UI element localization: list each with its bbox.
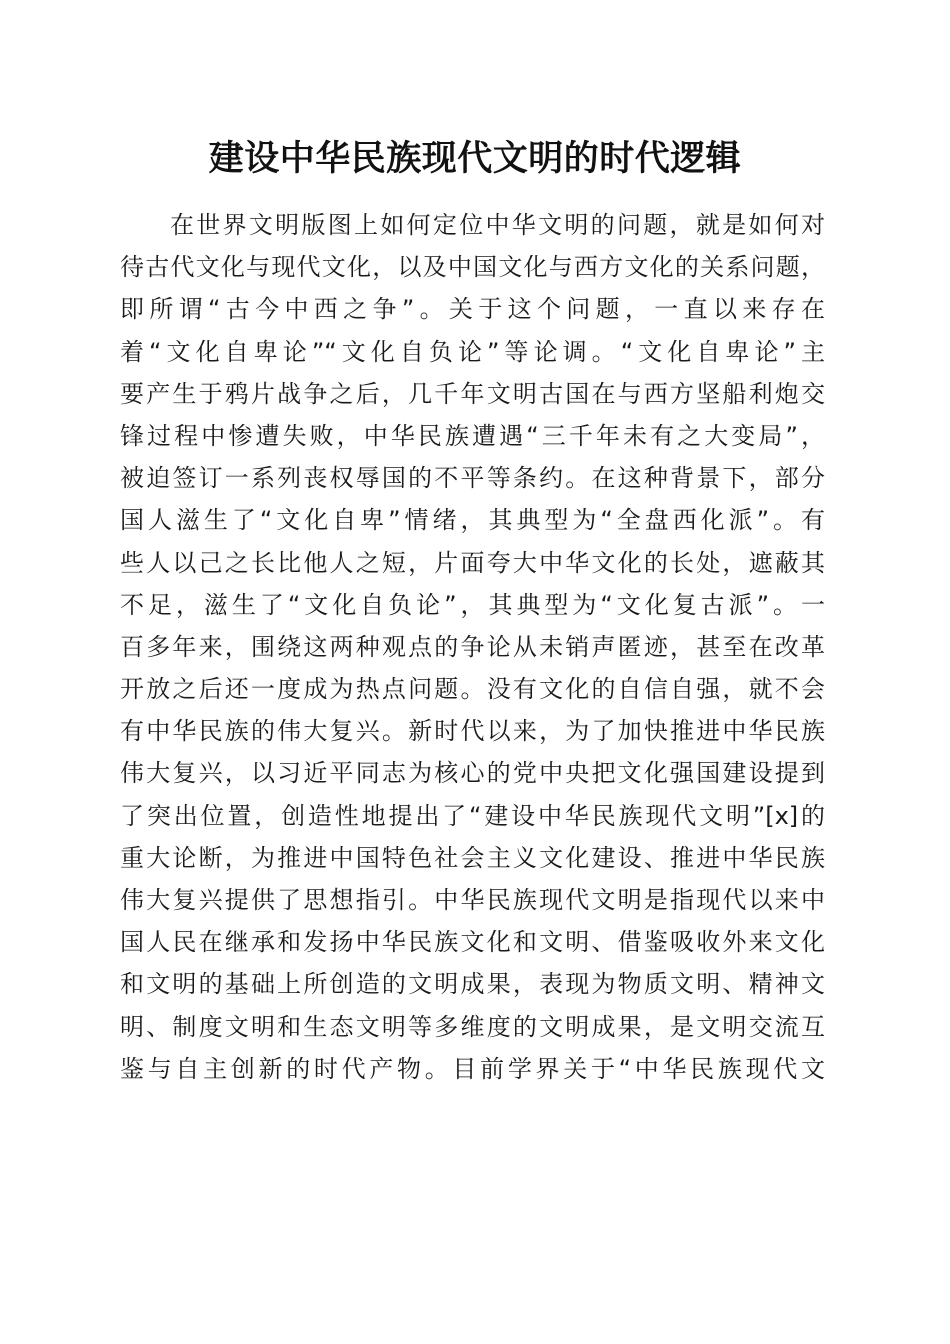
paragraph-line: 鉴与自主创新的时代产物。目前学界关于“中华民族现代文 [120,1054,825,1083]
paragraph-line: 重大论断，为推进中国特色社会主义文化建设、推进中华民族 [120,843,825,872]
paragraph-line: 伟大复兴，以习近平同志为核心的党中央把文化强国建设提到 [120,759,825,788]
paragraph-line: 开放之后还一度成为热点问题。没有文化的自信自强，就不会 [120,675,825,704]
paragraph-line: 伟大复兴提供了思想指引。中华民族现代文明是指现代以来中 [120,886,825,914]
paragraph-line: 待古代文化与现代文化，以及中国文化与西方文化的关系问题， [120,253,825,282]
paragraph-line: 即所谓“古今中西之争”。关于这个问题，一直以来存在 [120,295,825,324]
paragraph-line: 在世界文明版图上如何定位中华文明的问题，就是如何对 [170,211,825,239]
paragraph-line: 要产生于鸦片战争之后，几千年文明古国在与西方坚船利炮交 [120,379,825,408]
paragraph-line: 国人滋生了“文化自卑”情绪，其典型为“全盘西化派”。有 [120,506,825,535]
document-title: 建设中华民族现代文明的时代逻辑 [208,138,742,179]
paragraph-line: 有中华民族的伟大复兴。新时代以来，为了加快推进中华民族 [120,717,825,746]
body-paragraph [120,204,825,1090]
paragraph-line: 着“文化自卑论”“文化自负论”等论调。“文化自卑论”主 [120,337,825,366]
paragraph-line: 不足，滋生了“文化自负论”，其典型为“文化复古派”。一 [120,590,825,619]
paragraph-line: 锋过程中惨遭失败，中华民族遭遇“三千年未有之大变局”， [120,421,825,450]
paragraph-line: 和文明的基础上所创造的文明成果，表现为物质文明、精神文 [120,970,825,999]
paragraph-line: 国人民在继承和发扬中华民族文化和文明、借鉴吸收外来文化 [120,928,825,957]
paragraph-line: 百多年来，围绕这两种观点的争论从未销声匿迹，甚至在改革 [120,632,825,661]
paragraph-line: 被迫签订一系列丧权辱国的不平等条约。在这种背景下，部分 [120,464,825,493]
paragraph-line: 明、制度文明和生态文明等多维度的文明成果，是文明交流互 [120,1012,825,1041]
paragraph-line: 了突出位置，创造性地提出了“建设中华民族现代文明”[x]的 [120,801,825,830]
paragraph-line: 些人以己之长比他人之短，片面夸大中华文化的长处，遮蔽其 [120,548,825,577]
